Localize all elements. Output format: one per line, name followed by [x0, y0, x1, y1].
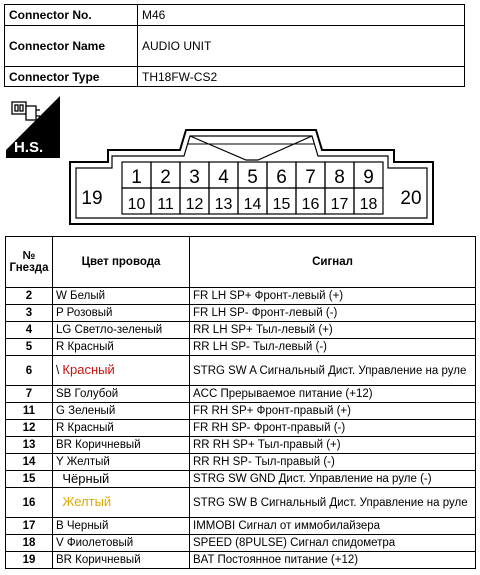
- pin-bottom-label: 18: [359, 196, 378, 213]
- pin-table-header-row: [6, 237, 476, 288]
- pin-number: 13: [6, 437, 53, 454]
- wire-color-red-label: Красный: [62, 362, 115, 377]
- wire-color: V Фиолетовый: [53, 535, 190, 552]
- pin-number: 12: [6, 420, 53, 437]
- signal-text: FR LH SP- Фронт-левый (-): [190, 305, 476, 322]
- table-row: [6, 305, 476, 322]
- wire-color: BR Коричневый: [53, 552, 190, 569]
- pin-label-right: 20: [400, 188, 422, 209]
- signal-text: STRG SW B Сигнальный Дист. Управление на руле: [190, 488, 476, 518]
- pin-number-header-line2: Гнезда: [9, 262, 49, 274]
- pin-bottom-label: 15: [272, 196, 291, 213]
- table-row: [6, 322, 476, 339]
- wire-color: SB Голубой: [53, 386, 190, 403]
- pin-bottom-label: 12: [185, 196, 204, 213]
- pin-number: 2: [6, 288, 53, 305]
- signal-header: Сигнал: [190, 237, 476, 288]
- pin-number-header-line1: №: [22, 250, 36, 262]
- pin-assignment-table: [5, 236, 476, 569]
- wire-color: [53, 471, 190, 488]
- hs-badge-text: H.S.: [14, 139, 44, 156]
- pin-number-header: [6, 237, 53, 288]
- wire-color-prefix: \: [56, 365, 60, 377]
- pin-top-label: 8: [334, 167, 345, 188]
- connector-face-diagram: [68, 128, 436, 228]
- pin-number: 18: [6, 535, 53, 552]
- pin-top-label: 9: [363, 167, 374, 188]
- pin-number: 16: [6, 488, 53, 518]
- pin-top-label: 5: [247, 167, 258, 188]
- pin-top-label: 4: [218, 167, 229, 188]
- table-row: [6, 454, 476, 471]
- signal-text: RR LH SP- Тыл-левый (-): [190, 339, 476, 356]
- pin-number: 17: [6, 518, 53, 535]
- connector-no-label: Connector No.: [5, 5, 138, 26]
- table-row: [6, 471, 476, 488]
- connector-type-value: TH18FW-CS2: [138, 67, 465, 87]
- signal-text: STRG SW GND Дист. Управление на руле (-): [190, 471, 476, 488]
- signal-text: FR LH SP+ Фронт-левый (+): [190, 288, 476, 305]
- table-row: [6, 535, 476, 552]
- pin-number: 7: [6, 386, 53, 403]
- pin-bottom-label: 17: [330, 196, 349, 213]
- table-row: [6, 552, 476, 569]
- table-row: [6, 403, 476, 420]
- pin-label-left: 19: [81, 188, 103, 209]
- pin-number: 14: [6, 454, 53, 471]
- pin-number: 6: [6, 356, 53, 386]
- signal-text: STRG SW A Сигнальный Дист. Управление на руле: [190, 356, 476, 386]
- connector-name-row: [5, 26, 465, 67]
- connector-top-pins: [122, 162, 383, 188]
- signal-text: RR RH SP- Тыл-правый (-): [190, 454, 476, 471]
- connector-name-value: AUDIO UNIT: [138, 26, 465, 67]
- pin-bottom-label: 11: [157, 196, 174, 213]
- connector-no-row: [5, 5, 465, 26]
- pin-top-label: 1: [131, 167, 142, 188]
- wire-color: Y Желтый: [53, 454, 190, 471]
- pin-number: 15: [6, 471, 53, 488]
- connector-bottom-pins: [122, 188, 383, 214]
- signal-text: FR RH SP- Фронт-правый (-): [190, 420, 476, 437]
- wire-color: G Зеленый: [53, 403, 190, 420]
- pin-number: 3: [6, 305, 53, 322]
- wire-color-yellow-label: Желтый: [62, 494, 112, 509]
- wire-color: W Белый: [53, 288, 190, 305]
- pin-bottom-label: 16: [301, 196, 320, 213]
- pin-top-label: 2: [160, 167, 171, 188]
- table-row: [6, 518, 476, 535]
- table-row: [6, 339, 476, 356]
- table-row: [6, 420, 476, 437]
- connector-type-label: Connector Type: [5, 67, 138, 87]
- signal-text: RR LH SP+ Тыл-левый (+): [190, 322, 476, 339]
- wire-color: [53, 356, 190, 386]
- signal-text: ACC Прерываемое питание (+12): [190, 386, 476, 403]
- connector-type-row: [5, 67, 465, 87]
- connector-no-value: M46: [138, 5, 465, 26]
- wire-color: BR Коричневый: [53, 437, 190, 454]
- table-row: [6, 386, 476, 403]
- wire-color: B Черный: [53, 518, 190, 535]
- pin-number: 4: [6, 322, 53, 339]
- pin-number: 19: [6, 552, 53, 569]
- connector-name-label: Connector Name: [5, 26, 138, 67]
- table-row: [6, 356, 476, 386]
- pin-bottom-label: 14: [243, 196, 262, 213]
- pin-top-label: 7: [305, 167, 316, 188]
- signal-text: RR RH SP+ Тыл-правый (+): [190, 437, 476, 454]
- pin-bottom-label: 10: [127, 196, 146, 213]
- wire-color: [53, 488, 190, 518]
- wire-color-header: Цвет провода: [53, 237, 190, 288]
- signal-text: IMMOBI Сигнал от иммобилайзера: [190, 518, 476, 535]
- table-row: [6, 437, 476, 454]
- connector-info-table: [4, 4, 465, 87]
- pin-top-label: 3: [189, 167, 200, 188]
- table-row: [6, 288, 476, 305]
- signal-text: FR RH SP+ Фронт-правый (+): [190, 403, 476, 420]
- wire-color: P Розовый: [53, 305, 190, 322]
- hs-badge: [6, 96, 60, 158]
- pin-number: 5: [6, 339, 53, 356]
- wire-color: R Красный: [53, 420, 190, 437]
- pin-number: 11: [6, 403, 53, 420]
- wire-color: LG Светло-зеленый: [53, 322, 190, 339]
- table-row: [6, 488, 476, 518]
- signal-text: SPEED (8PULSE) Сигнал спидометра: [190, 535, 476, 552]
- pin-top-label: 6: [276, 167, 287, 188]
- wire-color: R Красный: [53, 339, 190, 356]
- signal-text: BAT Постоянное питание (+12): [190, 552, 476, 569]
- wire-color-black-label: Чёрный: [62, 470, 110, 486]
- pin-bottom-label: 13: [214, 196, 233, 213]
